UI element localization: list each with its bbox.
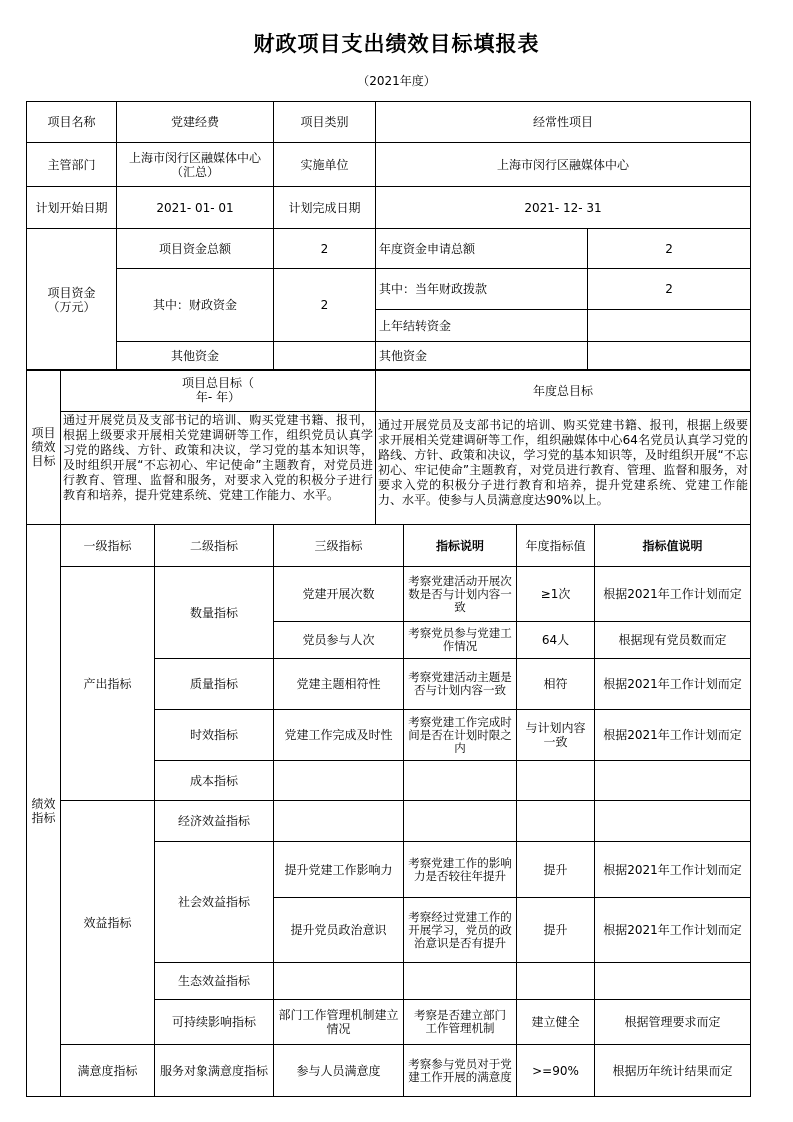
indicator-name: 提升党员政治意识 bbox=[274, 898, 404, 963]
indicator-value bbox=[517, 761, 595, 801]
service-indicator-label: 服务对象满意度指标 bbox=[155, 1045, 274, 1097]
start-date-value: 2021- 01- 01 bbox=[117, 187, 274, 229]
satisfaction-indicator-label: 满意度指标 bbox=[61, 1045, 155, 1097]
indicators-label: 绩效指标 bbox=[27, 525, 61, 1097]
indicator-value bbox=[517, 963, 595, 1000]
funds-current-label: 其中：当年财政拨款 bbox=[376, 269, 588, 310]
indicator-description: 考察党建活动开展次数是否与计划内容一致 bbox=[404, 567, 517, 622]
row-indicator-headers bbox=[27, 525, 751, 567]
indicator-note bbox=[595, 801, 751, 842]
header-description: 指标说明 bbox=[404, 525, 517, 567]
indicator-note: 根据2021年工作计划而定 bbox=[595, 898, 751, 963]
row-goals-content bbox=[27, 412, 751, 525]
start-date-label: 计划开始日期 bbox=[27, 187, 117, 229]
indicator-name: 党员参与人次 bbox=[274, 622, 404, 659]
row-funds-other bbox=[27, 342, 751, 371]
quality-indicator-label: 质量指标 bbox=[155, 659, 274, 710]
end-date-label: 计划完成日期 bbox=[274, 187, 376, 229]
header-level3: 三级指标 bbox=[274, 525, 404, 567]
indicator-value: >=90% bbox=[517, 1045, 595, 1097]
page-subtitle-year: （2021年度） bbox=[357, 74, 436, 88]
table-row bbox=[27, 567, 751, 622]
indicator-note: 根据2021年工作计划而定 bbox=[595, 659, 751, 710]
indicator-value: 相符 bbox=[517, 659, 595, 710]
project-name-value: 党建经费 bbox=[117, 102, 274, 143]
header-level2: 二级指标 bbox=[155, 525, 274, 567]
indicator-name: 参与人员满意度 bbox=[274, 1045, 404, 1097]
dept-value: 上海市闵行区融媒体中心（汇总） bbox=[117, 143, 274, 187]
overall-goal-text: 通过开展党员及支部书记的培训、购买党建书籍、报刊，根据上级要求开展相关党建调研等工作，组织党员认真学习党的路线、方针、政策和决议，学习党的基本知识等，及时组织开展“不忘初心、牢记使命”主题教育，对党员进行教育、管理、监督和服务，对要求入党的积极分子进行教育和培养，提升党建系统、党建工作能力、水平。 bbox=[61, 412, 376, 525]
row-goals-header bbox=[27, 370, 751, 412]
category-label: 项目类别 bbox=[274, 102, 376, 143]
indicator-value: 提升 bbox=[517, 842, 595, 898]
indicator-note bbox=[595, 761, 751, 801]
indicator-description: 考察党建工作完成时间是否在计划时限之内 bbox=[404, 710, 517, 761]
indicator-name: 部门工作管理机制建立情况 bbox=[274, 1000, 404, 1045]
row-dates bbox=[27, 187, 751, 229]
cost-indicator-label: 成本指标 bbox=[155, 761, 274, 801]
indicator-name: 党建工作完成及时性 bbox=[274, 710, 404, 761]
indicator-name: 党建主题相符性 bbox=[274, 659, 404, 710]
goals-label: 项目绩效目标 bbox=[27, 370, 61, 525]
indicator-name bbox=[274, 761, 404, 801]
indicator-note: 根据2021年工作计划而定 bbox=[595, 567, 751, 622]
indicator-description: 考察党建工作的影响力是否较往年提升 bbox=[404, 842, 517, 898]
indicator-value: ≥1次 bbox=[517, 567, 595, 622]
header-level1: 一级指标 bbox=[61, 525, 155, 567]
funds-carry-value bbox=[588, 310, 751, 342]
indicator-value bbox=[517, 801, 595, 842]
funds-other-label-2: 其他资金 bbox=[376, 342, 588, 371]
output-indicator-label: 产出指标 bbox=[61, 567, 155, 801]
eco-indicator-label: 生态效益指标 bbox=[155, 963, 274, 1000]
funds-label: 项目资金（万元） bbox=[27, 229, 117, 371]
indicator-description bbox=[404, 761, 517, 801]
table-row bbox=[27, 801, 751, 842]
funds-annual-value: 2 bbox=[588, 229, 751, 269]
category-value: 经常性项目 bbox=[376, 102, 751, 143]
funds-current-value: 2 bbox=[588, 269, 751, 310]
header-annual-value: 年度指标值 bbox=[517, 525, 595, 567]
unit-value: 上海市闵行区融媒体中心 bbox=[376, 143, 751, 187]
indicator-name bbox=[274, 963, 404, 1000]
indicator-note bbox=[595, 963, 751, 1000]
quantity-indicator-label: 数量指标 bbox=[155, 567, 274, 659]
indicator-description: 考察是否建立部门工作管理机制 bbox=[404, 1000, 517, 1045]
page-title: 财政项目支出绩效目标填报表 bbox=[253, 32, 540, 56]
end-date-value: 2021- 12- 31 bbox=[376, 187, 751, 229]
funds-total-label: 项目资金总额 bbox=[117, 229, 274, 269]
indicator-description: 考察经过党建工作的开展学习，党员的政治意识是否有提升 bbox=[404, 898, 517, 963]
funds-fiscal-value: 2 bbox=[274, 269, 376, 342]
row-funds-total bbox=[27, 229, 751, 269]
row-project-name bbox=[27, 102, 751, 143]
indicator-note: 根据2021年工作计划而定 bbox=[595, 710, 751, 761]
indicator-note: 根据现有党员数而定 bbox=[595, 622, 751, 659]
table-row bbox=[27, 1045, 751, 1097]
dept-label: 主管部门 bbox=[27, 143, 117, 187]
indicator-description: 考察党员参与党建工作情况 bbox=[404, 622, 517, 659]
goals-table bbox=[26, 369, 751, 525]
funds-fiscal-label: 其中：财政资金 bbox=[117, 269, 274, 342]
sustain-indicator-label: 可持续影响指标 bbox=[155, 1000, 274, 1045]
indicator-description: 考察参与党员对于党建工作开展的满意度 bbox=[404, 1045, 517, 1097]
indicator-value: 提升 bbox=[517, 898, 595, 963]
indicators-table bbox=[26, 524, 751, 1097]
indicator-name: 党建开展次数 bbox=[274, 567, 404, 622]
project-name-label: 项目名称 bbox=[27, 102, 117, 143]
funds-carry-label: 上年结转资金 bbox=[376, 310, 588, 342]
header-value-note: 指标值说明 bbox=[595, 525, 751, 567]
indicator-description bbox=[404, 801, 517, 842]
basic-info-table bbox=[26, 101, 751, 371]
indicator-note: 根据2021年工作计划而定 bbox=[595, 842, 751, 898]
economic-indicator-label: 经济效益指标 bbox=[155, 801, 274, 842]
indicator-note: 根据管理要求而定 bbox=[595, 1000, 751, 1045]
indicator-name bbox=[274, 801, 404, 842]
annual-goal-header: 年度总目标 bbox=[376, 370, 751, 412]
funds-total-value: 2 bbox=[274, 229, 376, 269]
indicator-note: 根据历年统计结果而定 bbox=[595, 1045, 751, 1097]
row-funds-fiscal bbox=[27, 269, 751, 310]
row-department bbox=[27, 143, 751, 187]
benefit-indicator-label: 效益指标 bbox=[61, 801, 155, 1045]
indicator-value: 与计划内容一致 bbox=[517, 710, 595, 761]
indicator-description: 考察党建活动主题是否与计划内容一致 bbox=[404, 659, 517, 710]
overall-goal-header: 项目总目标（ 年- 年） bbox=[61, 370, 376, 412]
indicator-value: 64人 bbox=[517, 622, 595, 659]
funds-other-label: 其他资金 bbox=[117, 342, 274, 371]
social-indicator-label: 社会效益指标 bbox=[155, 842, 274, 963]
funds-annual-label: 年度资金申请总额 bbox=[376, 229, 588, 269]
indicator-description bbox=[404, 963, 517, 1000]
unit-label: 实施单位 bbox=[274, 143, 376, 187]
time-indicator-label: 时效指标 bbox=[155, 710, 274, 761]
funds-other-value bbox=[274, 342, 376, 371]
indicator-value: 建立健全 bbox=[517, 1000, 595, 1045]
annual-goal-text: 通过开展党员及支部书记的培训、购买党建书籍、报刊，根据上级要求开展相关党建调研等工作，组织融媒体中心64名党员认真学习党的路线、方针、政策和决议，学习党的基本知识等，及时组织开展“不忘初心、牢记使命”主题教育，对党员进行教育、管理、监督和服务，对要求入党的积极分子进行教育和培养，提升党建系统、党建工作能力、水平。使参与人员满意度达90%以上。 bbox=[376, 412, 751, 525]
funds-other-value-2 bbox=[588, 342, 751, 371]
indicator-name: 提升党建工作影响力 bbox=[274, 842, 404, 898]
